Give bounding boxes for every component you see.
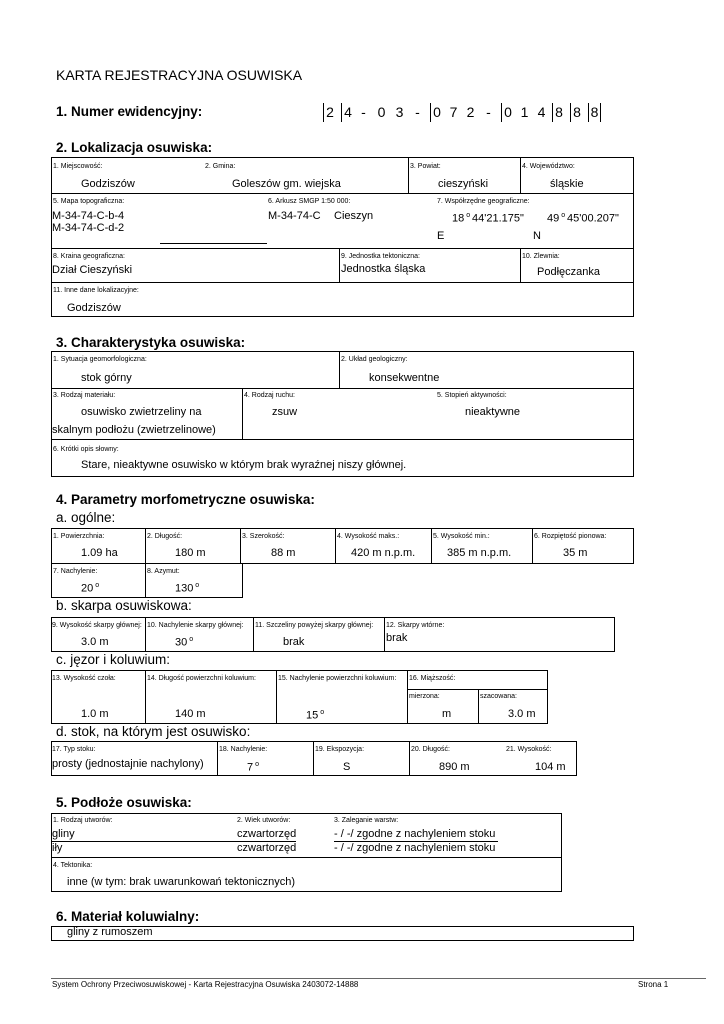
azymut-value xyxy=(175,582,199,595)
podloze-rodzaj-value: iły xyxy=(52,842,63,854)
section-podloze-heading: 5. Podłoże osuwiska: xyxy=(56,795,192,810)
degree-sign: o xyxy=(193,582,200,589)
tektonika-value: inne (w tym: brak uwarunkowań tektonicznych) xyxy=(67,876,296,888)
gmina-value: Goleszów gm. wiejska xyxy=(232,178,341,190)
stok-typ-value: prosty (jednostajnie nachylony) xyxy=(52,758,204,770)
azymut-label: 8. Azymut: xyxy=(147,568,180,575)
podloze-zaleganie-value: - / -/ zgodne z nachyleniem stoku xyxy=(334,828,496,840)
numer-digit: 2 xyxy=(466,104,475,120)
rodzaj-label: 1. Rodzaj utworów: xyxy=(53,817,113,824)
skarpa-heading: b. skarpa osuwiskowa: xyxy=(56,598,192,613)
page-number: Strona 1 xyxy=(638,980,669,989)
wspolrzedne-e-dir: E xyxy=(437,230,445,242)
nachylenie-number: 20 xyxy=(81,582,94,595)
wspolrzedne-n-value xyxy=(547,212,619,225)
degree-sign: o xyxy=(464,212,473,219)
jednostka-value: Jednostka śląska xyxy=(341,263,426,275)
degree-sign: o xyxy=(318,709,325,716)
jezor-heading: c. jęzor i koluwium: xyxy=(56,652,171,667)
skarpa-wysokosc-value: 3.0 m xyxy=(81,636,109,648)
numer-digit: 0 xyxy=(501,103,514,122)
ekspozycja-value: S xyxy=(343,761,351,773)
szerokosc-value: 88 m xyxy=(271,547,296,559)
tektonika-label: 4. Tektonika: xyxy=(53,862,93,869)
podloze-zaleganie-value: - / -/ zgodne z nachyleniem stoku xyxy=(334,842,496,854)
rozpietosc-label: 6. Rozpiętość pionowa: xyxy=(534,533,607,540)
mapa-value-2: M-34-74-C-d-2 xyxy=(52,222,125,234)
wys-min-label: 5. Wysokość min.: xyxy=(433,533,490,540)
zaleganie-label: 3. Zaleganie warstw: xyxy=(334,817,399,824)
szczeliny-label: 11. Szczeliny powyżej skarpy głównej: xyxy=(255,622,374,629)
powierzchnia-value: 1.09 ha xyxy=(81,547,118,559)
zlewnia-value: Podłęczanka xyxy=(537,266,600,278)
kraina-label: 8. Kraina geograficzna: xyxy=(53,253,125,260)
powiat-label: 3. Powiat: xyxy=(410,163,441,170)
section-parametry-heading: 4. Parametry morfometryczne osuwiska: xyxy=(56,492,315,507)
opis-value: Stare, nieaktywne osuwisko w którym brak wyraźnej niszy głównej. xyxy=(81,459,407,471)
mapa-value-1: M-34-74-C-b-4 xyxy=(52,210,125,222)
wtorne-value: brak xyxy=(386,632,408,644)
numer-digit: 0 xyxy=(377,104,386,120)
material-label: 3. Rodzaj materiału: xyxy=(53,392,116,399)
stok-nachylenie-value xyxy=(247,761,259,774)
powierzchnia-label: 1. Powierzchnia: xyxy=(53,533,105,540)
material-value-1: osuwisko zwietrzeliny na xyxy=(81,406,202,418)
nachylenie-value xyxy=(81,582,99,595)
numer-digit: 8 xyxy=(588,103,601,122)
powiat-value: cieszyński xyxy=(438,178,489,190)
stok-wysokosc-value: 104 m xyxy=(535,761,566,773)
wojewodztwo-value: śląskie xyxy=(550,178,584,190)
dlugosc-label: 2. Długość: xyxy=(147,533,183,540)
sytuacja-value: stok górny xyxy=(81,372,132,384)
mierzona-value: m xyxy=(442,708,452,720)
dlugosc-value: 180 m xyxy=(175,547,206,559)
numer-separator: - xyxy=(486,104,491,120)
jednostka-label: 9. Jednostka tektoniczna: xyxy=(341,253,420,260)
aktywnosc-label: 5. Stopień aktywności: xyxy=(437,392,507,399)
stok-dlugosc-label: 20. Długość: xyxy=(411,746,450,753)
skarpa-nachylenie-number: 30 xyxy=(175,636,188,649)
footer-text: System Ochrony Przeciwosuwiskowej - Karta Rejestracyjna Osuwiska 2403072-14888 xyxy=(52,980,359,989)
nachylenie-label: 7. Nachylenie: xyxy=(53,568,98,575)
stok-typ-label: 17. Typ stoku: xyxy=(52,746,96,753)
wys-min-value: 385 m n.p.m. xyxy=(447,547,512,559)
numer-separator: - xyxy=(415,104,420,120)
numer-digit: 2 xyxy=(323,103,336,122)
podloze-wiek-value: czwartorzęd xyxy=(237,842,297,854)
arkusz-label: 6. Arkusz SMGP 1:50 000: xyxy=(268,198,351,205)
section-numer-heading: 1. Numer ewidencyjny: xyxy=(56,104,203,119)
mierzona-label: mierzona: xyxy=(409,693,440,700)
szacowana-label: szacowana: xyxy=(480,693,517,700)
inne-label: 11. Inne dane lokalizacyjne: xyxy=(53,287,139,294)
rozpietosc-value: 35 m xyxy=(563,547,588,559)
numer-digit: 8 xyxy=(552,103,565,122)
opis-label: 6. Krótki opis słowny: xyxy=(53,446,119,453)
numer-separator: - xyxy=(361,104,366,120)
stok-wysokosc-label: 21. Wysokość: xyxy=(506,746,552,753)
wiek-label: 2. Wiek utworów: xyxy=(237,817,291,824)
kraina-value: Dział Cieszyński xyxy=(52,264,133,276)
ruch-value: zsuw xyxy=(272,406,298,418)
aktywnosc-value: nieaktywne xyxy=(465,406,521,418)
podloze-wiek-value: czwartorzęd xyxy=(237,828,297,840)
wtorne-label: 12. Skarpy wtórne: xyxy=(386,622,445,629)
wspolrzedne-label: 7. Współrzędne geograficzne: xyxy=(437,198,530,205)
wys-maks-value: 420 m n.p.m. xyxy=(351,547,416,559)
arkusz-code: M-34-74-C xyxy=(268,210,321,222)
stok-nachylenie-number: 7 xyxy=(247,761,254,774)
numer-digit: 3 xyxy=(395,104,404,120)
stok-dlugosc-value: 890 m xyxy=(439,761,470,773)
czolo-label: 13. Wysokość czoła: xyxy=(52,675,116,682)
koluwium-dlugosc-value: 140 m xyxy=(175,708,206,720)
material-koluwialny-value: gliny z rumoszem xyxy=(67,926,153,938)
stok-nachylenie-label: 18. Nachylenie: xyxy=(219,746,268,753)
section-material-heading: 6. Materiał koluwialny: xyxy=(56,909,200,924)
ruch-label: 4. Rodzaj ruchu: xyxy=(244,392,295,399)
wspolrzedne-e-rest: 44'21.175" xyxy=(472,212,524,225)
degree-sign: o xyxy=(93,582,100,589)
inne-value: Godziszów xyxy=(67,302,121,314)
miejscowosc-label: 1. Miejscowość: xyxy=(53,163,103,170)
uklad-label: 2. Układ geologiczny: xyxy=(341,356,408,363)
ekspozycja-label: 19. Ekspozycja: xyxy=(315,746,365,753)
zlewnia-label: 10. Zlewnia: xyxy=(522,253,560,260)
section-lokalizacja-heading: 2. Lokalizacja osuwiska: xyxy=(56,140,213,155)
section-charakterystyka-heading: 3. Charakterystyka osuwiska: xyxy=(56,335,246,350)
arkusz-name: Cieszyn xyxy=(334,210,374,222)
degree-sign: o xyxy=(187,636,194,643)
numer-digit: 0 xyxy=(430,103,443,122)
wspolrzedne-e-value xyxy=(452,212,524,225)
koluwium-nachylenie-number: 15 xyxy=(306,709,319,722)
skarpa-nachylenie-value xyxy=(175,636,193,649)
material-value-2: skalnym podłożu (zwietrzelinowe) xyxy=(52,424,216,436)
wspolrzedne-n-deg: 49 xyxy=(547,212,560,225)
degree-sign: o xyxy=(253,761,259,768)
szacowana-value: 3.0 m xyxy=(508,708,536,720)
sytuacja-label: 1. Sytuacja geomorfologiczna: xyxy=(53,356,147,363)
degree-sign: o xyxy=(559,212,568,219)
koluwium-nachylenie-value xyxy=(306,709,324,722)
wys-maks-label: 4. Wysokość maks.: xyxy=(337,533,400,540)
czolo-value: 1.0 m xyxy=(81,708,109,720)
footer-rule xyxy=(51,978,706,979)
azymut-number: 130 xyxy=(175,582,194,595)
numer-digit: 1 xyxy=(520,104,529,120)
szerokosc-label: 3. Szerokość: xyxy=(242,533,285,540)
numer-digit: 4 xyxy=(537,104,546,120)
page-title: KARTA REJESTRACYJNA OSUWISKA xyxy=(56,67,303,83)
uklad-value: konsekwentne xyxy=(369,372,440,384)
wspolrzedne-n-dir: N xyxy=(533,230,541,242)
miazszosc-label: 16. Miąższość: xyxy=(409,675,456,682)
skarpa-nachylenie-label: 10. Nachylenie skarpy głównej: xyxy=(147,622,244,629)
wojewodztwo-label: 4. Województwo: xyxy=(522,163,575,170)
wspolrzedne-e-deg: 18 xyxy=(452,212,465,225)
szczeliny-value: brak xyxy=(283,636,305,648)
numer-digit: 4 xyxy=(341,103,354,122)
ogolne-heading: a. ogólne: xyxy=(56,510,116,525)
stok-heading: d. stok, na którym jest osuwisko: xyxy=(56,724,251,739)
miejscowosc-value: Godziszów xyxy=(81,178,135,190)
wspolrzedne-n-rest: 45'00.207" xyxy=(567,212,619,225)
numer-digit: 8 xyxy=(570,103,583,122)
mapa-label: 5. Mapa topograficzna: xyxy=(53,198,125,205)
skarpa-wysokosc-label: 9. Wysokość skarpy głównej: xyxy=(52,622,142,629)
koluwium-dlugosc-label: 14. Długość powierzchni koluwium: xyxy=(147,675,256,682)
podloze-rodzaj-value: gliny xyxy=(52,828,75,840)
koluwium-nachylenie-label: 15. Nachylenie powierzchni koluwium: xyxy=(278,675,397,682)
gmina-label: 2. Gmina: xyxy=(205,163,236,170)
numer-digit: 7 xyxy=(449,104,458,120)
